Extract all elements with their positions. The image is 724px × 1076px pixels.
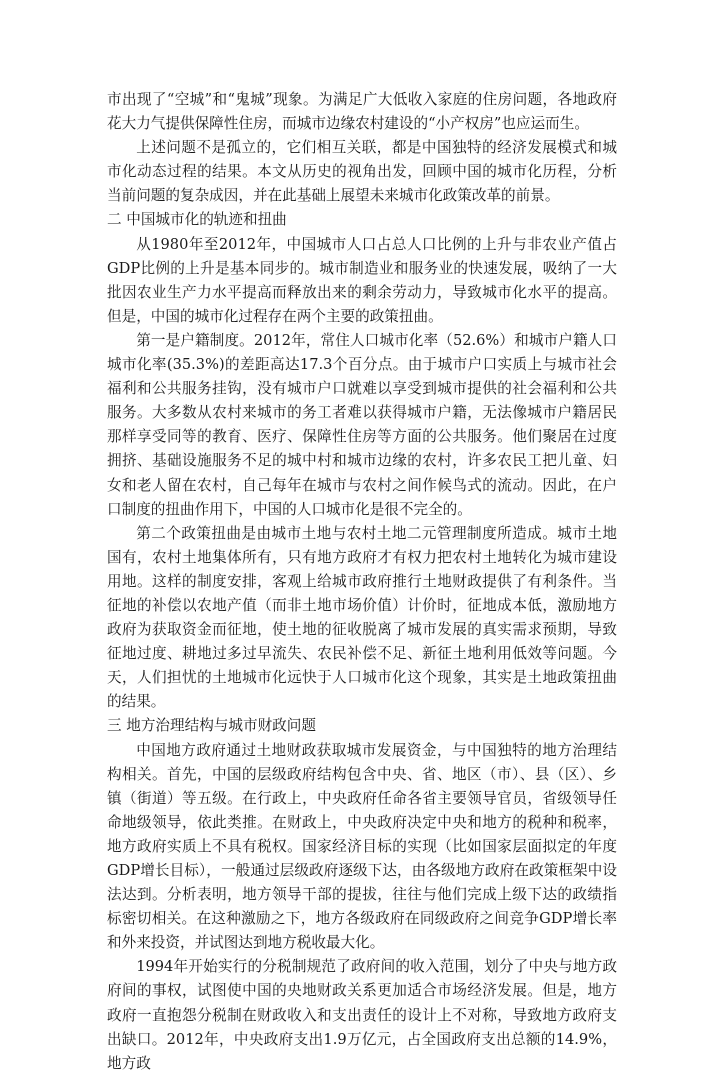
paragraph-urbanization-trend: 从1980年至2012年，中国城市人口占总人口比例的上升与非农业产值占GDP比例的上升是基本同步的。城市制造业和服务业的快速发展，吸纳了一大批因农业生产力水平提高而释放出来的剩余劳动力，导致城市化水平的提高。但是，中国的城市化过程存在两个主要的政策扭曲。 <box>107 235 617 325</box>
paragraph-continued: 市出现了“空城”和“鬼城”现象。为满足广大低收入家庭的住房问题，各地政府花大力气提供保障性住房，而城市边缘农村建设的“小产权房”也应运而生。 <box>107 91 617 133</box>
paragraph-tax-sharing-system: 1994年开始实行的分税制规范了政府间的收入范围，划分了中央与地方政府间的事权，试图使中国的央地财政关系更加适合市场经济发展。但是，地方政府一直抱怨分税制在财政收入和支出责任的设计上不对称，导致地方政府支出缺口。2012年，中央政府支出1.9万亿元，占全国政府支出总额的14.9%，地方政 <box>107 958 617 1072</box>
section-heading-urbanization-trajectory: 二 中国城市化的轨迹和扭曲 <box>107 211 287 229</box>
paragraph-government-hierarchy: 中国地方政府通过土地财政获取城市发展资金，与中国独特的地方治理结构相关。首先，中国的层级政府结构包含中央、省、地区（市）、县（区）、乡镇（街道）等五级。在行政上，中央政府任命各省主要领导官员，省级领导任命地级领导，依此类推。在财政上，中央政府决定中央和地方的税种和税率，地方政府实质上不具有税权。国家经济目标的实现（比如国家层面拟定的年度GDP增长目标），一般通过层级政府逐级下达，由各级地方政府在政策框架中设法达到。分析表明，地方领导干部的提拔，往往与他们完成上级下达的政绩指标密切相关。在这种激励之下，地方各级政府在同级政府之间竞争GDP增长率和外来投资，并试图达到地方税收最大化。 <box>107 741 617 952</box>
paragraph-hukou-system: 第一是户籍制度。2012年，常住人口城市化率（52.6%）和城市户籍人口城市化率(35.3%)的差距高达17.3个百分点。由于城市户口实质上与城市社会福利和公共服务挂钩，没有城市户口就难以享受到城市提供的社会福利和公共服务。大多数从农村来城市的务工者难以获得城市户籍，无法像城市户籍居民那样享受同等的教育、医疗、保障性住房等方面的公共服务。他们聚居在过度拥挤、基础设施服务不足的城中村和城市边缘的农村，许多农民工把儿童、妇女和老人留在农村，自己每年在城市与农村之间作候鸟式的流动。因此，在户口制度的扭曲作用下，中国的人口城市化是很不完全的。 <box>107 331 617 518</box>
document-body <box>107 88 617 1076</box>
section-heading-local-governance: 三 地方治理结构与城市财政问题 <box>107 717 316 735</box>
paragraph-intro-summary: 上述问题不是孤立的，它们相互关联，都是中国独特的经济发展模式和城市化动态过程的结果。本文从历史的视角出发，回顾中国的城市化历程，分析当前问题的复杂成因，并在此基础上展望未来城市化政策改革的前景。 <box>107 139 617 205</box>
paragraph-land-system: 第二个政策扭曲是由城市土地与农村土地二元管理制度所造成。城市土地国有，农村土地集体所有，只有地方政府才有权力把农村土地转化为城市建设用地。这样的制度安排，客观上给城市政府推行土地财政提供了有利条件。当征地的补偿以农地产值（而非土地市场价值）计价时，征地成本低，激励地方政府为获取资金而征地，使土地的征收脱离了城市发展的真实需求预期，导致征地过度、耕地过多过早流失、农民补偿不足、新征土地利用低效等问题。今天，人们担忧的土地城市化远快于人口城市化这个现象，其实是土地政策扭曲的结果。 <box>107 524 617 711</box>
